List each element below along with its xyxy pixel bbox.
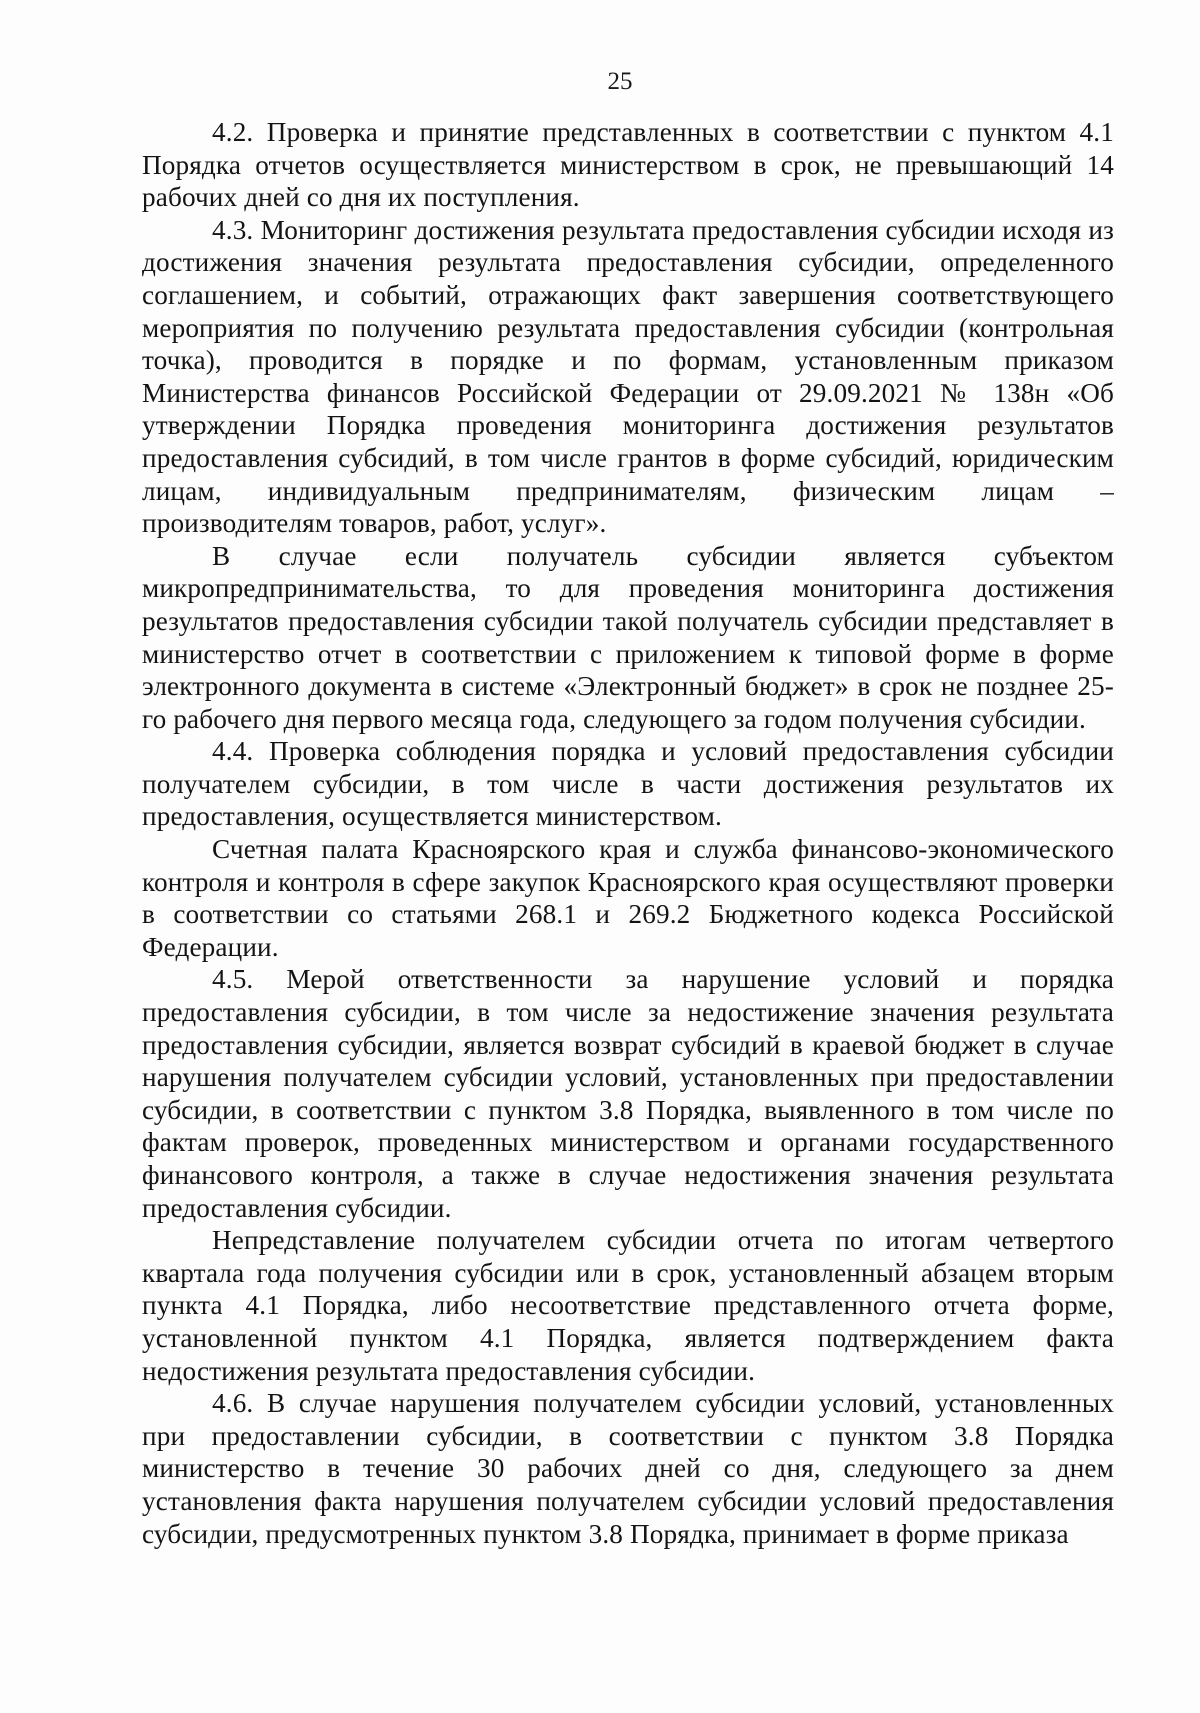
paragraph-4-4: 4.4. Проверка соблюдения порядка и условий предоставления субсидии получателем субсидии, в том числе в части достижения результатов их предоставления, осуществляется министерством. xyxy=(142,736,1114,832)
paragraph-4-5: 4.5. Мерой ответственности за нарушение условий и порядка предоставления субсидии, в том числе за недостижение значения результата предоставления субсидии, является возврат субсидий в краевой бюджет в случае нарушения получателем субсидии условий, установленных при предоставлении субсидии, в соответствии с пунктом 3.8 Порядка, выявленного в том числе по фактам проверок, проведенных министерством и органами государственного финансового контроля, а также в случае недостижения значения результата предоставления субсидии. xyxy=(142,964,1114,1223)
document-body xyxy=(142,116,1114,1550)
paragraph-4-3: 4.3. Мониторинг достижения результата предоставления субсидии исходя из достижения значения результата предоставления субсидии, определенного соглашением, и событий, отражающих факт завершения соответствующего мероприятия по получению результата предоставления субсидии (контрольная точка), проводится в порядке и по формам, установленным приказом Министерства финансов Российской Федерации от 29.09.2021 № 138н «Об утверждении Порядка проведения мониторинга достижения результатов предоставления субсидий, в том числе грантов в форме субсидий, юридическим лицам, индивидуальным предпринимателям, физическим лицам – производителям товаров, работ, услуг». xyxy=(142,214,1114,539)
paragraph-4-6: 4.6. В случае нарушения получателем субсидии условий, установленных при предоставлении субсидии, в соответствии с пунктом 3.8 Порядка министерство в течение 30 рабочих дней со дня, следующего за днем установления факта нарушения получателем субсидии условий предоставления субсидии, предусмотренных пунктом 3.8 Порядка, принимает в форме приказа xyxy=(142,1388,1114,1549)
paragraph-micro-entrepreneur: В случае если получатель субсидии является субъектом микропредпринимательства, то для проведения мониторинга достижения результатов предоставления субсидии такой получатель субсидии представляет в министерство отчет в соответствии с приложением к типовой форме в форме электронного документа в системе «Электронный бюджет» в срок не позднее 25-го рабочего дня первого месяца года, следующего за годом получения субсидии. xyxy=(142,540,1114,734)
paragraph-4-2: 4.2. Проверка и принятие представленных в соответствии с пунктом 4.1 Порядка отчетов осуществляется министерством в срок, не превышающий 14 рабочих дней со дня их поступления. xyxy=(142,117,1114,213)
page-number: 25 xyxy=(607,68,633,95)
paragraph-non-submission: Непредставление получателем субсидии отчета по итогам четвертого квартала года получения субсидии или в срок, установленный абзацем вторым пункта 4.1 Порядка, либо несоответствие представленного отчета форме, установленной пунктом 4.1 Порядка, является подтверждением факта недостижения результата предоставления субсидии. xyxy=(142,1225,1114,1386)
paragraph-audit-chamber: Счетная палата Красноярского края и служба финансово-экономического контроля и контроля в сфере закупок Красноярского края осуществляют проверки в соответствии со статьями 268.1 и 269.2 Бюджетного кодекса Российской Федерации. xyxy=(142,834,1114,962)
